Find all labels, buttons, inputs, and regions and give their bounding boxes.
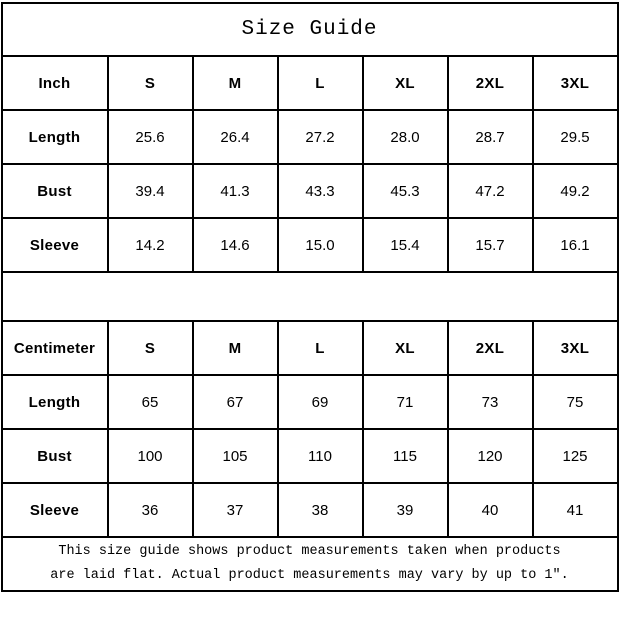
measurement-value: 65 [108,375,193,429]
measurement-value: 115 [363,429,448,483]
size-col-header-l: L [278,321,363,375]
unit-header-centimeter: Centimeter [2,321,108,375]
measurement-value: 15.7 [448,218,533,272]
cm-bust-row [2,429,618,483]
size-col-header-2xl: 2XL [448,56,533,110]
measurement-value: 28.0 [363,110,448,164]
measurement-value: 26.4 [193,110,278,164]
measurement-value: 69 [278,375,363,429]
measurement-value: 47.2 [448,164,533,218]
measurement-value: 43.3 [278,164,363,218]
footer-note [2,537,618,591]
measurement-value: 15.0 [278,218,363,272]
cm-sleeve-row [2,483,618,537]
measurement-value: 15.4 [363,218,448,272]
measurement-value: 40 [448,483,533,537]
measurement-value: 36 [108,483,193,537]
size-col-header-xl: XL [363,321,448,375]
measurement-label-bust: Bust [2,429,108,483]
measurement-value: 27.2 [278,110,363,164]
measurement-label-length: Length [2,375,108,429]
measurement-label-length: Length [2,110,108,164]
footer-note-line1: This size guide shows product measurements taken when products [58,543,561,559]
size-col-header-s: S [108,56,193,110]
measurement-value: 73 [448,375,533,429]
title-row [2,3,618,56]
measurement-value: 105 [193,429,278,483]
spacer-row [2,272,618,321]
measurement-value: 110 [278,429,363,483]
page-title: Size Guide [2,3,618,56]
measurement-value: 41 [533,483,618,537]
measurement-value: 14.2 [108,218,193,272]
inch-header-row [2,56,618,110]
measurement-value: 38 [278,483,363,537]
measurement-value: 25.6 [108,110,193,164]
measurement-value: 16.1 [533,218,618,272]
measurement-value: 37 [193,483,278,537]
measurement-value: 49.2 [533,164,618,218]
measurement-value: 100 [108,429,193,483]
measurement-value: 45.3 [363,164,448,218]
inch-length-row [2,110,618,164]
size-col-header-s: S [108,321,193,375]
measurement-value: 67 [193,375,278,429]
measurement-label-bust: Bust [2,164,108,218]
cm-length-row [2,375,618,429]
footer-note-line2: are laid flat. Actual product measurements may vary by up to 1″. [50,568,569,583]
measurement-value: 29.5 [533,110,618,164]
measurement-value: 125 [533,429,618,483]
size-col-header-l: L [278,56,363,110]
size-col-header-2xl: 2XL [448,321,533,375]
inch-bust-row [2,164,618,218]
measurement-label-sleeve: Sleeve [2,483,108,537]
size-col-header-m: M [193,56,278,110]
size-col-header-xl: XL [363,56,448,110]
spacer-cell [2,272,618,321]
footer-row [2,537,618,591]
measurement-value: 71 [363,375,448,429]
cm-header-row [2,321,618,375]
measurement-value: 39 [363,483,448,537]
measurement-value: 75 [533,375,618,429]
size-guide-table [1,2,619,592]
size-col-header-m: M [193,321,278,375]
measurement-label-sleeve: Sleeve [2,218,108,272]
measurement-value: 120 [448,429,533,483]
unit-header-inch: Inch [2,56,108,110]
size-col-header-3xl: 3XL [533,321,618,375]
measurement-value: 28.7 [448,110,533,164]
measurement-value: 41.3 [193,164,278,218]
size-col-header-3xl: 3XL [533,56,618,110]
inch-sleeve-row [2,218,618,272]
measurement-value: 39.4 [108,164,193,218]
measurement-value: 14.6 [193,218,278,272]
